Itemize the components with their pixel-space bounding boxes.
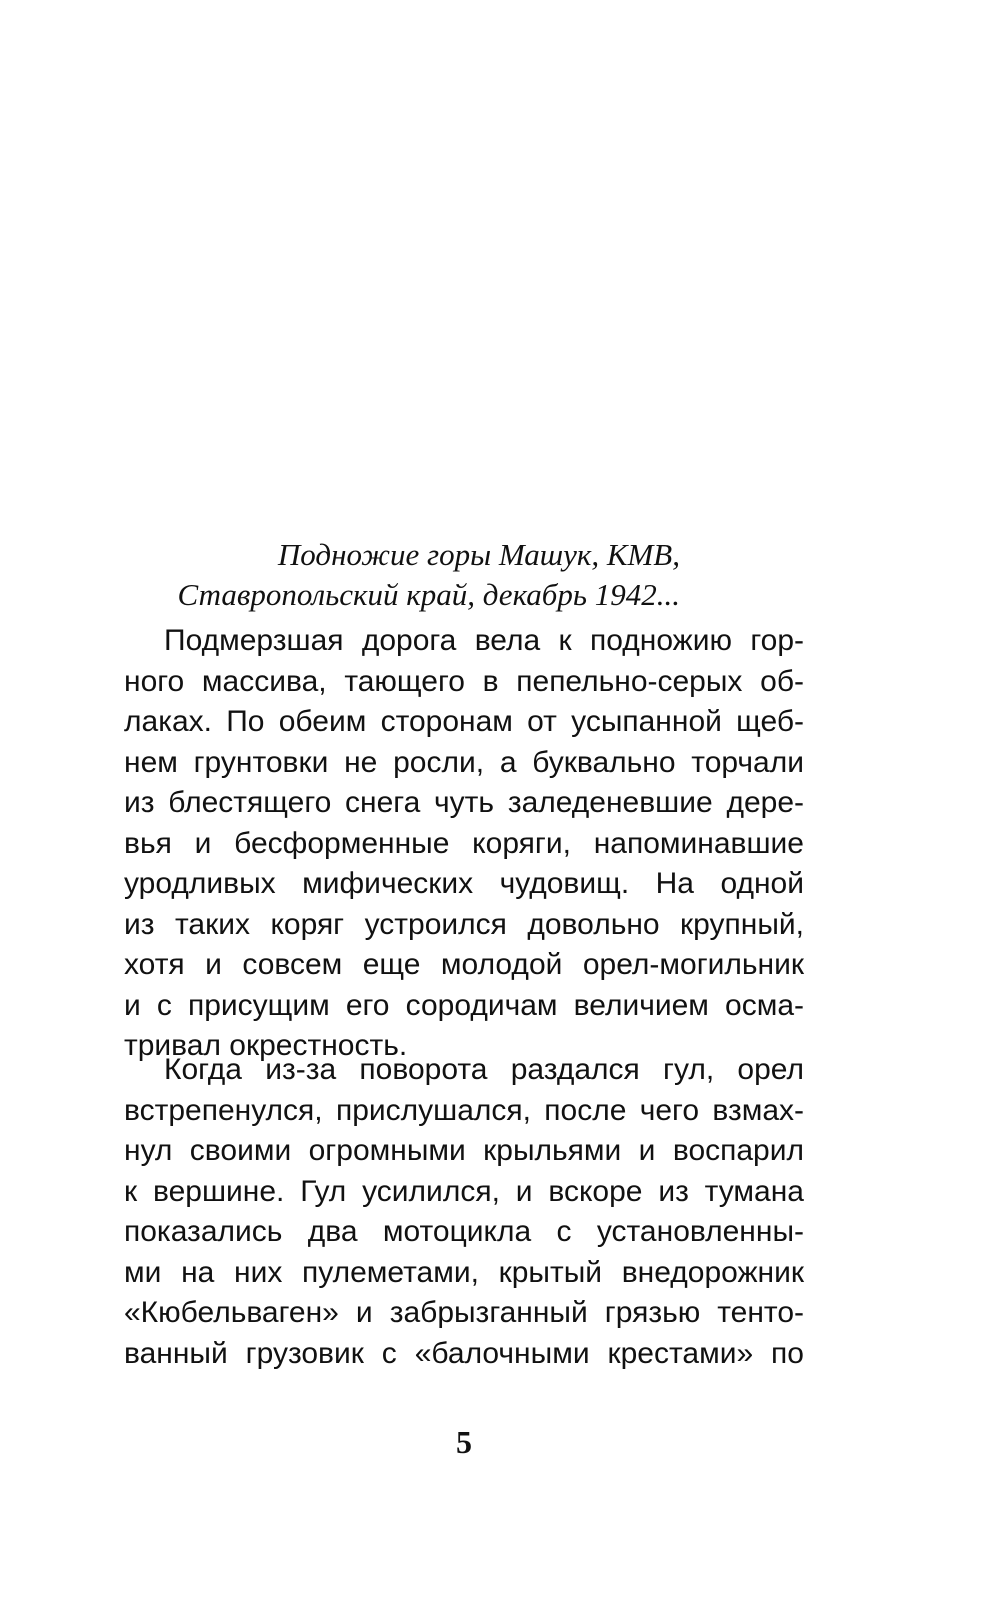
epigraph-line-2: Ставропольский край, декабрь 1942... bbox=[177, 577, 680, 612]
paragraph-line: уродливых мифических чудовищ. На одной bbox=[124, 867, 804, 900]
paragraph-2 bbox=[124, 1050, 804, 1374]
paragraph-line: показались два мотоцикла с установленны- bbox=[124, 1215, 804, 1248]
paragraph-line: Когда из-за поворота раздался гул, орел bbox=[164, 1053, 804, 1086]
paragraph-line: ми на них пулеметами, крытый внедорожник bbox=[124, 1255, 804, 1289]
paragraph-line: лаках. По обеим сторонам от усыпанной щеб- bbox=[124, 705, 804, 738]
paragraph-line: хотя и совсем еще молодой орел-могильник bbox=[124, 948, 804, 981]
paragraph-line: «Кюбельваген» и забрызганный грязью тенто- bbox=[124, 1296, 804, 1329]
paragraph-1 bbox=[124, 621, 804, 1067]
paragraph-line: вья и бесформенные коряги, напоминавшие bbox=[124, 826, 804, 860]
paragraph-line: нем грунтовки не росли, а буквально торчали bbox=[124, 745, 804, 779]
epigraph-line-1: Подножие горы Машук, КМВ, bbox=[277, 537, 680, 572]
paragraph-line: нул своими огромными крыльями и воспарил bbox=[124, 1134, 804, 1167]
paragraph-line: из таких коряг устроился довольно крупный, bbox=[124, 907, 804, 941]
paragraph-line: и с присущим его сородичам величием осма- bbox=[124, 988, 804, 1022]
paragraph-line: Подмерзшая дорога вела к подножию гор- bbox=[164, 624, 804, 657]
paragraph-line: из блестящего снега чуть заледеневшие дере- bbox=[124, 786, 804, 819]
paragraph-line: тривал окрестность. bbox=[124, 1029, 408, 1062]
paragraph-line: ного массива, тающего в пепельно-серых об- bbox=[124, 664, 804, 698]
paragraph-line: встрепенулся, прислушался, после чего взмах- bbox=[124, 1093, 804, 1127]
page-number: 5 bbox=[456, 1424, 472, 1460]
paragraph-line: к вершине. Гул усилился, и вскоре из тумана bbox=[124, 1174, 804, 1208]
epigraph bbox=[120, 535, 680, 615]
paragraph-line: ванный грузовик с «балочными крестами» по bbox=[124, 1336, 804, 1370]
